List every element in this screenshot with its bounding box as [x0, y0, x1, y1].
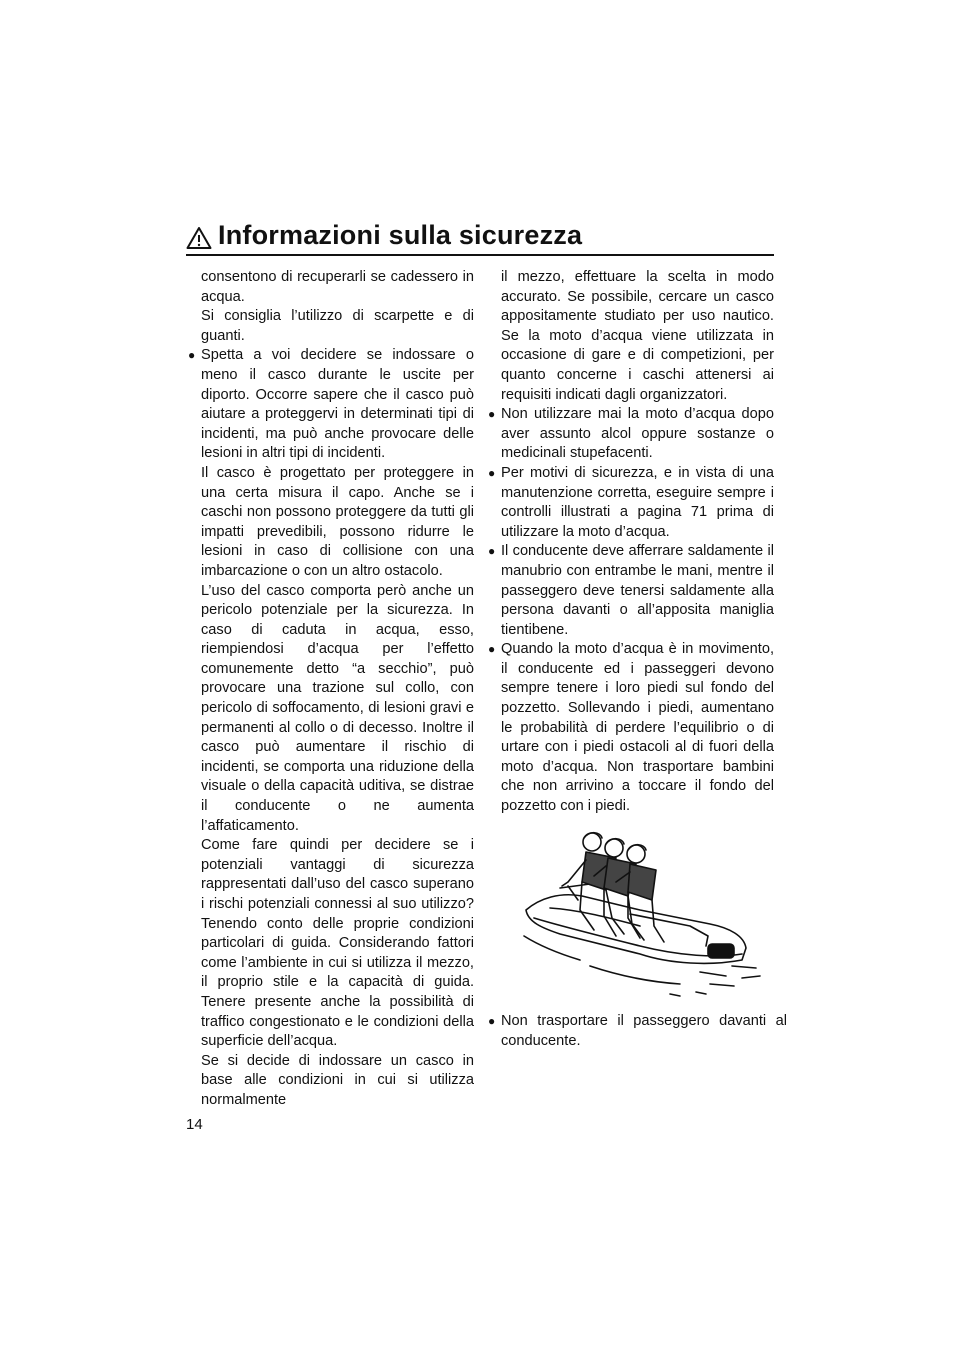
- bullet-text: Non trasportare il passeggero davanti al conducente.: [501, 1013, 787, 1049]
- paragraph: Se si decide di indossare un casco in base alle condizioni in cui si utilizza normalmente: [201, 1052, 474, 1108]
- paragraph: Come fare quindi per decidere se i potenziali vantaggi di sicurezza rappresentati dall’uso del casco superano i rischi potenziali connessi al suo utilizzo? Tenendo conto delle proprie condizioni particolari di guida. Considerando fattori come l’ambiente in cui si utilizza il mezzo, il proprio stile e la capacità di guida. Tenere presente anche la possibilità di traffico congestionato e le condizioni della superficie dell’acqua.: [201, 837, 474, 1050]
- bullet-icon: ●: [188, 348, 196, 363]
- left-column: [188, 268, 474, 1111]
- bullet-icon: ●: [488, 642, 496, 657]
- bullet-item: [488, 405, 774, 464]
- paragraph: Si consiglia l’utilizzo di scarpette e di guanti.: [201, 308, 474, 344]
- bullet-item: [488, 464, 774, 542]
- bullet-text: Quando la moto d’acqua è in movimento, il conducente ed i passeggeri devono sempre tenere i loro piedi sul fondo del pozzetto. Sollevando i piedi, aumentano le probabilità di perdere l’equilibrio o di urtare con i piedi ostacoli al di fuori della moto d’acqua. Non trasportare bambini che non arrivino a toccare il fondo del pozzetto con i piedi.: [501, 641, 774, 815]
- bullet-text: Il conducente deve afferrare saldamente il manubrio con entrambe le mani, mentre il passeggero deve tenersi saldamente alla persona davanti o all’apposita maniglia tientibene.: [501, 543, 774, 638]
- bullet-icon: ●: [488, 544, 496, 559]
- right-column: [488, 268, 774, 817]
- bullet-item: [488, 1012, 787, 1051]
- paragraph: Il casco è progettato per proteggere in una certa misura il capo. Anche se i caschi non possono proteggere da tutti gli impatti prevedibili, possono ridurre le lesioni in caso di collisione con una imbarcazione o con un altro ostacolo.: [201, 464, 474, 579]
- paragraph: il mezzo, effettuare la scelta in modo accurato. Se possibile, cercare un casco appositamente studiato per uso nautico. Se la moto d’acqua viene utilizzata in occasione di gare e di competizioni, per quanto concerne i caschi attenersi ai requisiti indicati dagli organizzatori.: [501, 269, 774, 403]
- page-title: Informazioni sulla sicurezza: [218, 220, 583, 250]
- warning-triangle-icon: [186, 226, 212, 250]
- bullet-icon: ●: [488, 1014, 496, 1028]
- bullet-text: Non utilizzare mai la moto d’acqua dopo aver assunto alcol oppure sostanze o medicinali stupefacenti.: [501, 406, 774, 462]
- bullet-text: Per motivi di sicurezza, e in vista di una manutenzione corretta, eseguire sempre i controlli illustrati a pagina 71 prima di utilizzare la moto d’acqua.: [501, 464, 774, 540]
- paragraph: L’uso del casco comporta però anche un pericolo potenziale per la sicurezza. In caso di caduta in acqua, esso, riempiendosi d’acqua per l’effetto comunemente detto “a secchio”, può provocare una trazione sul collo, con pericolo di soffocamento, di lesioni gravi e permanenti al collo o di decesso. Inoltre il casco può aumentare il rischio di incidenti, se comporta una riduzione della visuale o della capacità uditiva, se distrae il conducente o ne aumenta l’affaticamento.: [201, 582, 474, 834]
- bullet-item: [188, 346, 474, 464]
- watercraft-riders-illustration: [520, 826, 764, 1004]
- bullet-icon: ●: [488, 407, 496, 422]
- bullet-text: Spetta a voi decidere se indossare o meno il casco durante le uscite per diporto. Occorre sapere che il casco può aiutare a proteggervi in determinati tipi di incidenti, ma può anche provocare delle lesioni in altri tipi di incidenti.: [201, 347, 474, 462]
- paragraph: consentono di recuperarli se cadessero in acqua.: [201, 269, 474, 305]
- header-divider: [186, 254, 774, 256]
- page-number: 14: [186, 1116, 203, 1133]
- bullet-icon: ●: [488, 465, 496, 480]
- bullet-item: [488, 542, 774, 640]
- bullet-item: [488, 640, 774, 816]
